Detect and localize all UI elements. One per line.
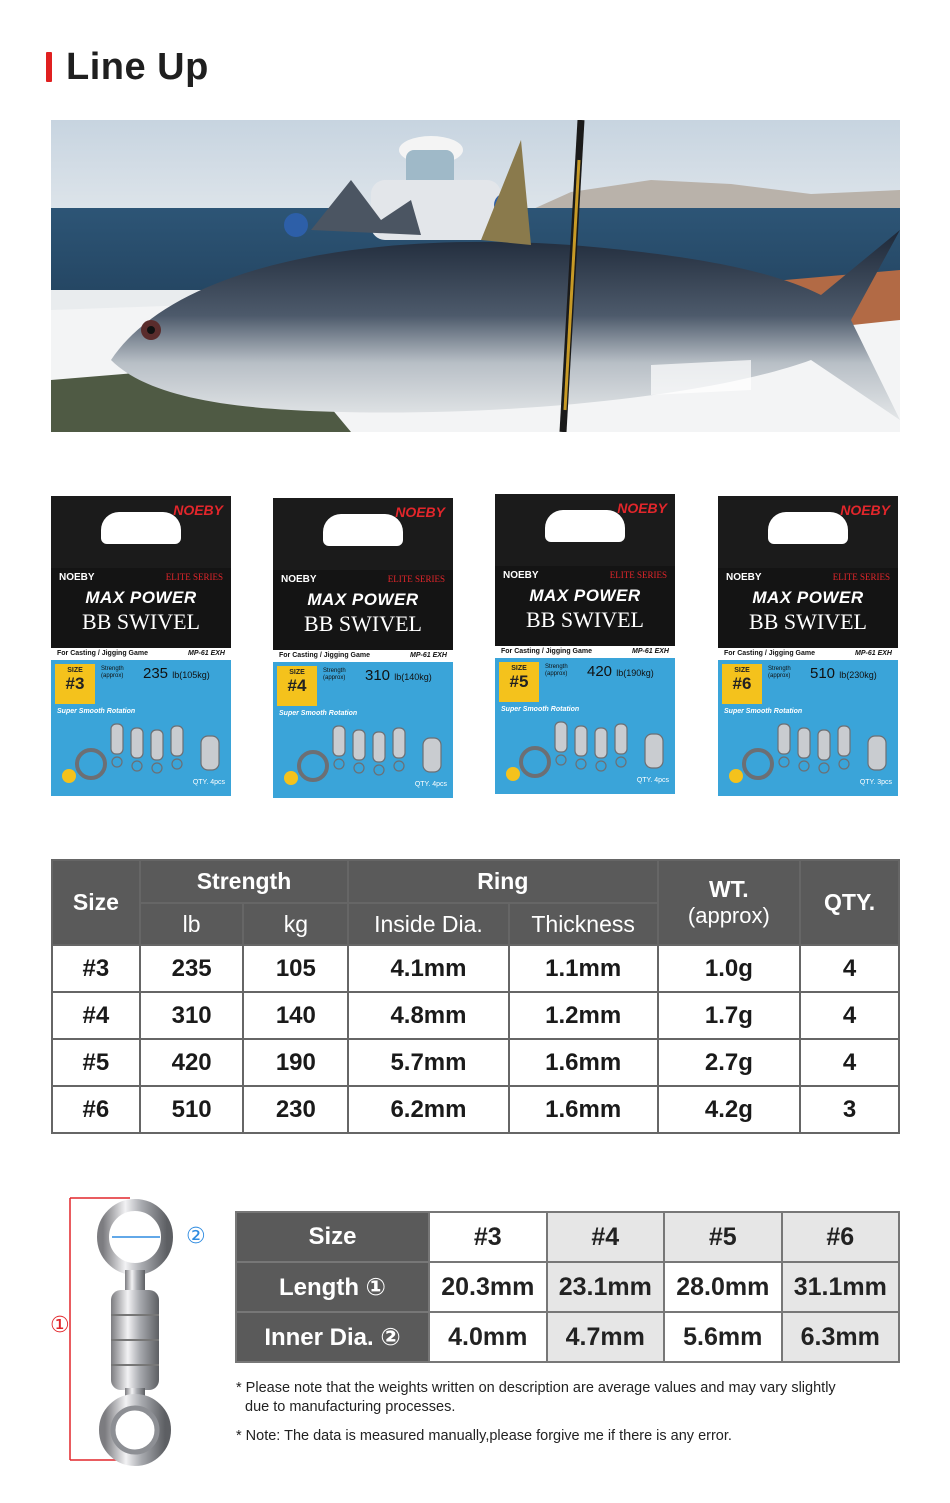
package-header (718, 496, 898, 568)
hang-hole (545, 510, 625, 542)
package-size-badge (722, 664, 762, 704)
weight-note-line2: due to manufacturing processes. (245, 1399, 456, 1415)
spec-row (52, 945, 899, 992)
header-wt-label: WT. (709, 876, 749, 902)
package-header (495, 494, 675, 566)
package-size-label: SIZE (289, 669, 305, 676)
spec-cell-size: #6 (52, 1086, 140, 1133)
package-strength-lb: 310 (365, 667, 391, 684)
package-qty: QTY. 4pcs (636, 777, 669, 784)
dim-length-cell: 31.1mm (782, 1262, 900, 1312)
package-qty: QTY. 4pcs (192, 779, 225, 786)
package-model: MP-61 EXH (632, 648, 669, 655)
package-strength-label: Strength (approx) (323, 668, 346, 681)
swivel-package (273, 498, 453, 798)
swivel-package (495, 494, 675, 794)
section-header (46, 42, 209, 92)
package-swivels-illustration (495, 714, 675, 784)
package-size-badge (499, 662, 539, 702)
inner-dia-marker: ② (186, 1223, 206, 1248)
package-name-line1: MAX POWER (307, 590, 419, 609)
package-usage: For Casting / Jigging Game (724, 650, 816, 657)
package-strength-unit: lb(140kg) (394, 672, 432, 682)
dim-size-cell: #5 (664, 1212, 782, 1262)
spec-cell-inside: 4.8mm (348, 992, 509, 1039)
package-swivels-illustration (273, 718, 453, 788)
package-series: ELITE SERIES (387, 574, 445, 584)
package-brand-top: NOEBY (395, 504, 445, 520)
package-model: MP-61 EXH (188, 650, 225, 657)
measure-note: * Note: The data is measured manually,please forgive me if there is any error. (236, 1428, 732, 1444)
spec-cell-wt: 4.2g (658, 1086, 801, 1133)
package-tagline: Super Smooth Rotation (279, 710, 358, 717)
package-size-badge (277, 666, 317, 706)
spec-cell-wt: 1.0g (658, 945, 801, 992)
package-strength-label: Strength (approx) (768, 666, 791, 679)
package-model: MP-61 EXH (410, 652, 447, 659)
package-strength-value (587, 663, 654, 680)
spec-cell-kg: 190 (243, 1039, 348, 1086)
package-subtitle (273, 650, 453, 662)
weight-note-line1: * Please note that the weights written on description are average values and may vary slightly (236, 1380, 836, 1396)
page-title: Line Up (66, 45, 209, 88)
header-wt-sub: (approx) (687, 903, 770, 928)
accent-bar (46, 52, 52, 82)
spec-cell-thickness: 1.6mm (509, 1086, 658, 1133)
package-brand-top: NOEBY (173, 502, 223, 518)
package-strength-unit: lb(105kg) (172, 670, 210, 680)
spec-cell-thickness: 1.6mm (509, 1039, 658, 1086)
package-title-block (718, 568, 898, 648)
package-usage: For Casting / Jigging Game (57, 650, 149, 657)
hang-hole (323, 514, 403, 546)
tuna-photo-illustration (51, 120, 900, 432)
spec-cell-size: #4 (52, 992, 140, 1039)
spec-cell-wt: 2.7g (658, 1039, 801, 1086)
package-tagline: Super Smooth Rotation (501, 706, 580, 713)
spec-cell-inside: 5.7mm (348, 1039, 509, 1086)
header-wt (658, 860, 801, 945)
header-size: Size (52, 860, 140, 945)
package-usage: For Casting / Jigging Game (279, 652, 371, 659)
package-series: ELITE SERIES (832, 572, 890, 582)
package-name-line2: BB SWIVEL (526, 607, 644, 632)
dim-size-cell: #6 (782, 1212, 900, 1262)
dim-inner-label: Inner Dia. ② (236, 1312, 429, 1362)
spec-cell-lb: 510 (140, 1086, 244, 1133)
dim-inner-cell: 5.6mm (664, 1312, 782, 1362)
package-name-line2: BB SWIVEL (304, 611, 422, 636)
swivel-diagram (50, 1190, 220, 1470)
spec-cell-kg: 230 (243, 1086, 348, 1133)
spec-row (52, 1086, 899, 1133)
package-header (51, 496, 231, 568)
package-strength-label: Strength (approx) (101, 666, 124, 679)
package-brand: NOEBY (281, 574, 317, 585)
package-model: MP-61 EXH (855, 650, 892, 657)
header-thickness: Thickness (509, 903, 658, 945)
dim-inner-cell: 6.3mm (782, 1312, 900, 1362)
package-strength-value (143, 665, 210, 682)
package-size-badge (55, 664, 95, 704)
dim-length-label: Length ① (236, 1262, 429, 1312)
package-name-line2: BB SWIVEL (82, 609, 200, 634)
package-size-value: #4 (287, 676, 307, 695)
dim-size-cell: #3 (429, 1212, 547, 1262)
package-qty: QTY. 3pcs (859, 779, 892, 786)
package-size-value: #3 (65, 674, 85, 693)
dim-length-cell: 28.0mm (664, 1262, 782, 1312)
spec-cell-size: #5 (52, 1039, 140, 1086)
spec-cell-lb: 310 (140, 992, 244, 1039)
package-strength-lb: 235 (143, 665, 169, 682)
package-brand-top: NOEBY (617, 500, 667, 516)
package-brand: NOEBY (503, 570, 539, 581)
dim-inner-cell: 4.0mm (429, 1312, 547, 1362)
package-brand: NOEBY (726, 572, 762, 583)
package-strength-lb: 420 (587, 663, 613, 680)
header-kg: kg (243, 903, 348, 945)
spec-cell-thickness: 1.1mm (509, 945, 658, 992)
swivel-package (718, 496, 898, 796)
package-size-label: SIZE (734, 667, 750, 674)
spec-cell-lb: 420 (140, 1039, 244, 1086)
header-inside-dia: Inside Dia. (348, 903, 509, 945)
spec-cell-wt: 1.7g (658, 992, 801, 1039)
hang-hole (101, 512, 181, 544)
spec-cell-qty: 3 (800, 1086, 899, 1133)
package-strength-value (810, 665, 877, 682)
spec-cell-kg: 140 (243, 992, 348, 1039)
spec-cell-kg: 105 (243, 945, 348, 992)
package-title-block (495, 566, 675, 646)
spec-cell-inside: 6.2mm (348, 1086, 509, 1133)
spec-row (52, 1039, 899, 1086)
package-name-line1: MAX POWER (529, 586, 641, 605)
package-subtitle (718, 648, 898, 660)
spec-cell-lb: 235 (140, 945, 244, 992)
package-strength-value (365, 667, 432, 684)
package-size-label: SIZE (67, 667, 83, 674)
swivel-package (51, 496, 231, 796)
package-brand-top: NOEBY (840, 502, 890, 518)
package-size-value: #6 (732, 674, 752, 693)
header-qty: QTY. (800, 860, 899, 945)
package-tagline: Super Smooth Rotation (57, 708, 136, 715)
package-subtitle (495, 646, 675, 658)
package-strength-lb: 510 (810, 665, 836, 682)
package-title-block (51, 568, 231, 648)
dim-length-cell: 20.3mm (429, 1262, 547, 1312)
spec-cell-thickness: 1.2mm (509, 992, 658, 1039)
package-qty: QTY. 4pcs (414, 781, 447, 788)
dim-inner-cell: 4.7mm (547, 1312, 665, 1362)
spec-row (52, 992, 899, 1039)
package-usage: For Casting / Jigging Game (501, 648, 593, 655)
length-marker: ① (50, 1312, 70, 1337)
spec-cell-size: #3 (52, 945, 140, 992)
hero-photo (51, 120, 900, 432)
header-strength: Strength (140, 860, 348, 903)
dim-size-cell: #4 (547, 1212, 665, 1262)
package-series: ELITE SERIES (609, 570, 667, 580)
dimension-table (235, 1211, 900, 1363)
package-strength-unit: lb(230kg) (839, 670, 877, 680)
package-size-label: SIZE (511, 665, 527, 672)
header-ring: Ring (348, 860, 657, 903)
spec-table (51, 859, 900, 1134)
package-strength-unit: lb(190kg) (616, 668, 654, 678)
package-swivels-illustration (718, 716, 898, 786)
header-lb: lb (140, 903, 244, 945)
package-tagline: Super Smooth Rotation (724, 708, 803, 715)
weight-note (236, 1379, 836, 1417)
spec-cell-qty: 4 (800, 945, 899, 992)
dim-length-cell: 23.1mm (547, 1262, 665, 1312)
spec-cell-inside: 4.1mm (348, 945, 509, 992)
package-title-block (273, 570, 453, 650)
package-strength-label: Strength (approx) (545, 664, 568, 677)
hang-hole (768, 512, 848, 544)
package-name-line2: BB SWIVEL (749, 609, 867, 634)
package-name-line1: MAX POWER (85, 588, 197, 607)
spec-cell-qty: 4 (800, 1039, 899, 1086)
package-name-line1: MAX POWER (752, 588, 864, 607)
package-subtitle (51, 648, 231, 660)
package-size-value: #5 (509, 672, 529, 691)
dim-size-label: Size (236, 1212, 429, 1262)
package-brand: NOEBY (59, 572, 95, 583)
spec-cell-qty: 4 (800, 992, 899, 1039)
package-series: ELITE SERIES (165, 572, 223, 582)
package-swivels-illustration (51, 716, 231, 786)
package-header (273, 498, 453, 570)
